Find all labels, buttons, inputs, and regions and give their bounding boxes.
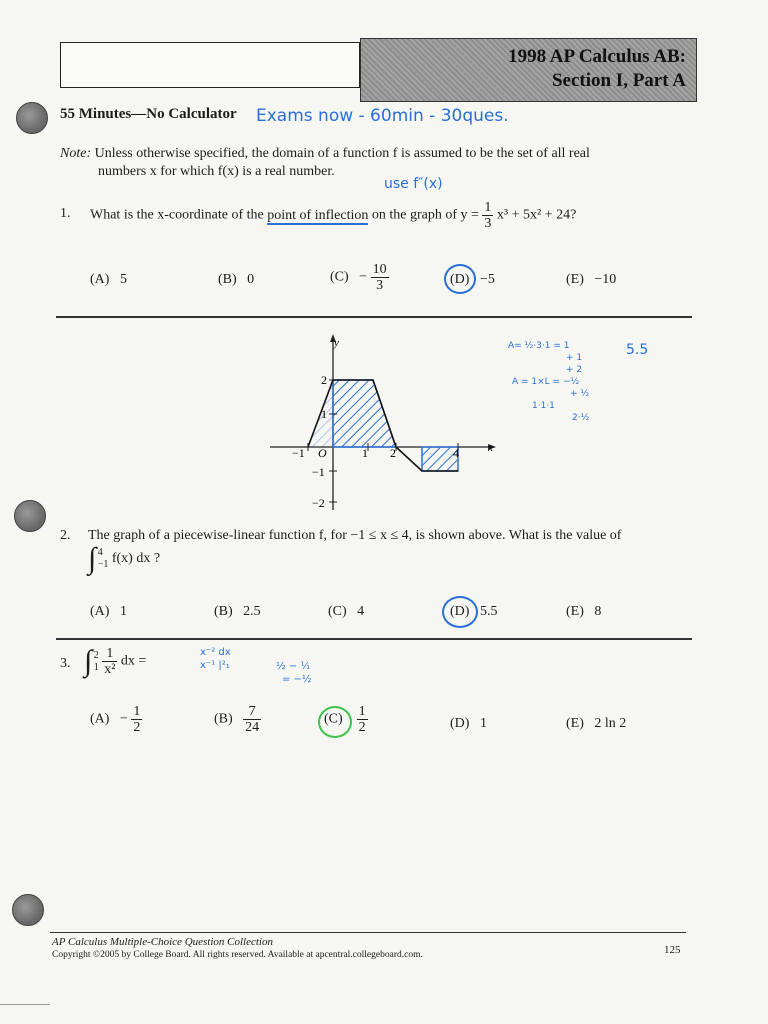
q2-text-line1: The graph of a piecewise-linear function f, for −1 ≤ x ≤ 4, is shown above. What is the value of — [88, 528, 622, 543]
tick-x1: 1 — [362, 446, 368, 460]
footer-page-number: 125 — [664, 944, 681, 956]
q3-frac-num: 1 — [102, 646, 117, 662]
header-title-line2: Section I, Part A — [551, 70, 686, 91]
hw-line1: A= ½·3·1 = 1 — [508, 341, 570, 351]
q1-text-tail: x³ + 5x² + 24? — [496, 207, 577, 223]
q2-choice-b-label: (B) — [214, 604, 233, 619]
q1-choice-c-fraction — [371, 262, 389, 293]
q3-choice-c-label: (C) — [324, 711, 343, 727]
q1-choice-d[interactable] — [450, 272, 495, 288]
q2-choice-d[interactable] — [450, 604, 497, 620]
note-label: Note: — [60, 146, 92, 161]
q3-fraction — [102, 646, 117, 677]
q3-hw-line3: ½ − ¹⁄₁ — [276, 661, 311, 672]
q2-choice-b[interactable] — [214, 604, 261, 620]
q2-choice-e[interactable] — [566, 604, 601, 620]
binder-hole-bottom — [12, 894, 44, 926]
q1-frac-den: 3 — [484, 216, 492, 231]
tick-x4: 4 — [453, 446, 459, 460]
q3-choice-a-num: 1 — [133, 704, 141, 719]
q1-number: 1. — [60, 206, 71, 221]
q3-choice-c[interactable] — [324, 704, 368, 735]
q1-choice-b-label: (B) — [218, 272, 237, 287]
tick-x-neg1: −1 — [292, 446, 305, 460]
q1-question — [90, 200, 576, 231]
binder-hole-top — [16, 102, 48, 134]
q3-choice-b[interactable] — [214, 704, 261, 735]
q2-integral-limits — [98, 547, 109, 571]
hw-line2: + 1 — [566, 353, 583, 363]
q3-choice-e[interactable] — [566, 716, 626, 732]
q3-choice-d-value: 1 — [479, 716, 487, 731]
q2-choice-e-label: (E) — [566, 604, 584, 619]
q3-upper-limit: 2 — [93, 649, 99, 661]
q1-choice-e-label: (E) — [566, 272, 584, 287]
q2-choice-c-label: (C) — [328, 604, 347, 619]
q1-text-after: on the graph of y = — [368, 207, 483, 223]
handwritten-area-answer: 5.5 — [626, 342, 649, 358]
q2-choice-d-label: (D) — [450, 604, 470, 619]
q2-integral — [88, 544, 160, 574]
q3-choice-e-label: (E) — [566, 716, 584, 731]
divider-2 — [56, 638, 692, 640]
q3-choice-a-den: 2 — [133, 720, 141, 735]
tick-y2: 2 — [321, 373, 327, 387]
hw-line4: A = 1×L = −½ — [512, 377, 580, 387]
q2-choice-b-value: 2.5 — [243, 604, 261, 619]
q2-choice-a-label: (A) — [90, 604, 110, 619]
header-blank-box — [60, 42, 360, 88]
q2-choice-c[interactable] — [328, 604, 364, 620]
q3-choice-a-sign: − — [119, 711, 128, 727]
footer-rule — [50, 932, 686, 933]
q1-choice-c-den: 3 — [376, 278, 384, 293]
q1-choice-b[interactable] — [218, 272, 254, 288]
q2-choice-a[interactable] — [90, 604, 127, 620]
q2-choice-a-value: 1 — [119, 604, 127, 619]
q2-integrand: f(x) dx ? — [111, 551, 161, 567]
note-line1: Unless otherwise specified, the domain of a function f is assumed to be the set of all real — [94, 146, 590, 161]
footer-collection-title: AP Calculus Multiple-Choice Question Collection — [52, 936, 273, 948]
hw-line7: 2·½ — [572, 413, 590, 423]
binder-hole-middle — [14, 500, 46, 532]
divider-1 — [56, 316, 692, 318]
q3-choice-b-fraction — [243, 704, 261, 735]
tick-origin: O — [318, 446, 327, 460]
q3-handwritten-work — [200, 646, 231, 672]
hw-line3: + 2 — [566, 365, 583, 375]
y-axis-label: y — [334, 337, 339, 349]
note-line2: numbers x for which f(x) is a real number. — [98, 164, 335, 179]
q3-choice-a[interactable] — [90, 704, 142, 735]
q3-integral — [84, 646, 146, 677]
q3-integral-sign: ∫ — [84, 644, 93, 678]
tick-y1: 1 — [321, 407, 327, 421]
q1-choice-a-value: 5 — [119, 272, 127, 287]
q2-choice-d-value: 5.5 — [479, 604, 498, 619]
q1-choice-c[interactable] — [330, 262, 389, 293]
q1-choice-b-value: 0 — [247, 272, 255, 287]
tick-y-neg1: −1 — [312, 465, 325, 479]
q3-hw-line1: x⁻² dx — [200, 647, 231, 658]
q1-fraction — [482, 200, 493, 231]
q2-lower-limit: −1 — [97, 559, 109, 570]
q1-choice-a-label: (A) — [90, 272, 110, 287]
handwritten-time-note: Exams now - 60min - 30ques. — [256, 106, 509, 126]
x-axis-label: x — [488, 442, 493, 454]
header-title-line1: 1998 AP Calculus AB: — [508, 46, 686, 67]
q2-number: 2. — [60, 528, 71, 543]
q3-choice-b-den: 24 — [245, 720, 260, 735]
q1-choice-d-label: (D) — [450, 272, 470, 287]
q1-text-before: What is the x-coordinate of the — [90, 207, 268, 223]
q3-choice-a-fraction — [131, 704, 142, 735]
q3-frac-den: x² — [104, 662, 116, 677]
tick-y-neg2: −2 — [312, 496, 325, 510]
q3-choice-c-fraction — [357, 704, 368, 735]
q2-choice-c-value: 4 — [357, 604, 365, 619]
q3-choice-a-label: (A) — [90, 711, 110, 727]
q3-number: 3. — [60, 656, 71, 671]
q3-handwritten-work-right — [276, 660, 312, 686]
q3-tail: dx = — [120, 653, 147, 669]
q3-choice-d-label: (D) — [450, 716, 470, 731]
q3-choice-b-label: (B) — [214, 711, 233, 727]
q2-upper-limit: 4 — [97, 547, 103, 558]
piecewise-graph — [260, 330, 500, 520]
q3-choice-c-num: 1 — [358, 704, 366, 719]
hw-line6: 1·1·1 — [532, 401, 555, 411]
q1-choice-c-sign: − — [359, 269, 368, 285]
footer-copyright: Copyright ©2005 by College Board. All rights reserved. Available at apcentral.collegeboard.com. — [52, 950, 423, 960]
shaded-positive-region — [333, 380, 396, 447]
header-title — [360, 38, 697, 102]
time-limit: 55 Minutes—No Calculator — [60, 106, 237, 122]
q1-choice-e[interactable] — [566, 272, 616, 288]
q3-integral-limits — [94, 650, 99, 674]
q2-choice-e-value: 8 — [594, 604, 602, 619]
handwritten-area-work — [508, 340, 589, 424]
q1-choice-e-value: −10 — [594, 272, 617, 287]
q1-underlined-term: point of inflection — [267, 207, 369, 223]
q3-choice-b-num: 7 — [243, 704, 261, 720]
q3-hw-line4: = −½ — [282, 674, 312, 685]
q2-integral-sign: ∫ — [88, 542, 97, 575]
q3-hw-line2: x⁻¹ |²₁ — [200, 660, 230, 671]
q3-choice-c-den: 2 — [358, 720, 366, 735]
q1-choice-c-num: 10 — [372, 262, 387, 277]
q1-handwritten-note: use f″(x) — [384, 176, 443, 192]
q1-choice-d-value: −5 — [479, 272, 495, 287]
q3-lower-limit: 1 — [93, 661, 99, 673]
q1-choice-a[interactable] — [90, 272, 127, 288]
q3-choice-d[interactable] — [450, 716, 487, 732]
note — [60, 146, 590, 162]
hw-line5: + ½ — [570, 389, 590, 399]
q3-choice-e-value: 2 ln 2 — [594, 716, 627, 731]
q1-choice-c-label: (C) — [330, 269, 349, 285]
q1-frac-num: 1 — [484, 200, 492, 215]
tick-x2: 2 — [390, 446, 396, 460]
bottom-scan-edge — [0, 1004, 50, 1005]
